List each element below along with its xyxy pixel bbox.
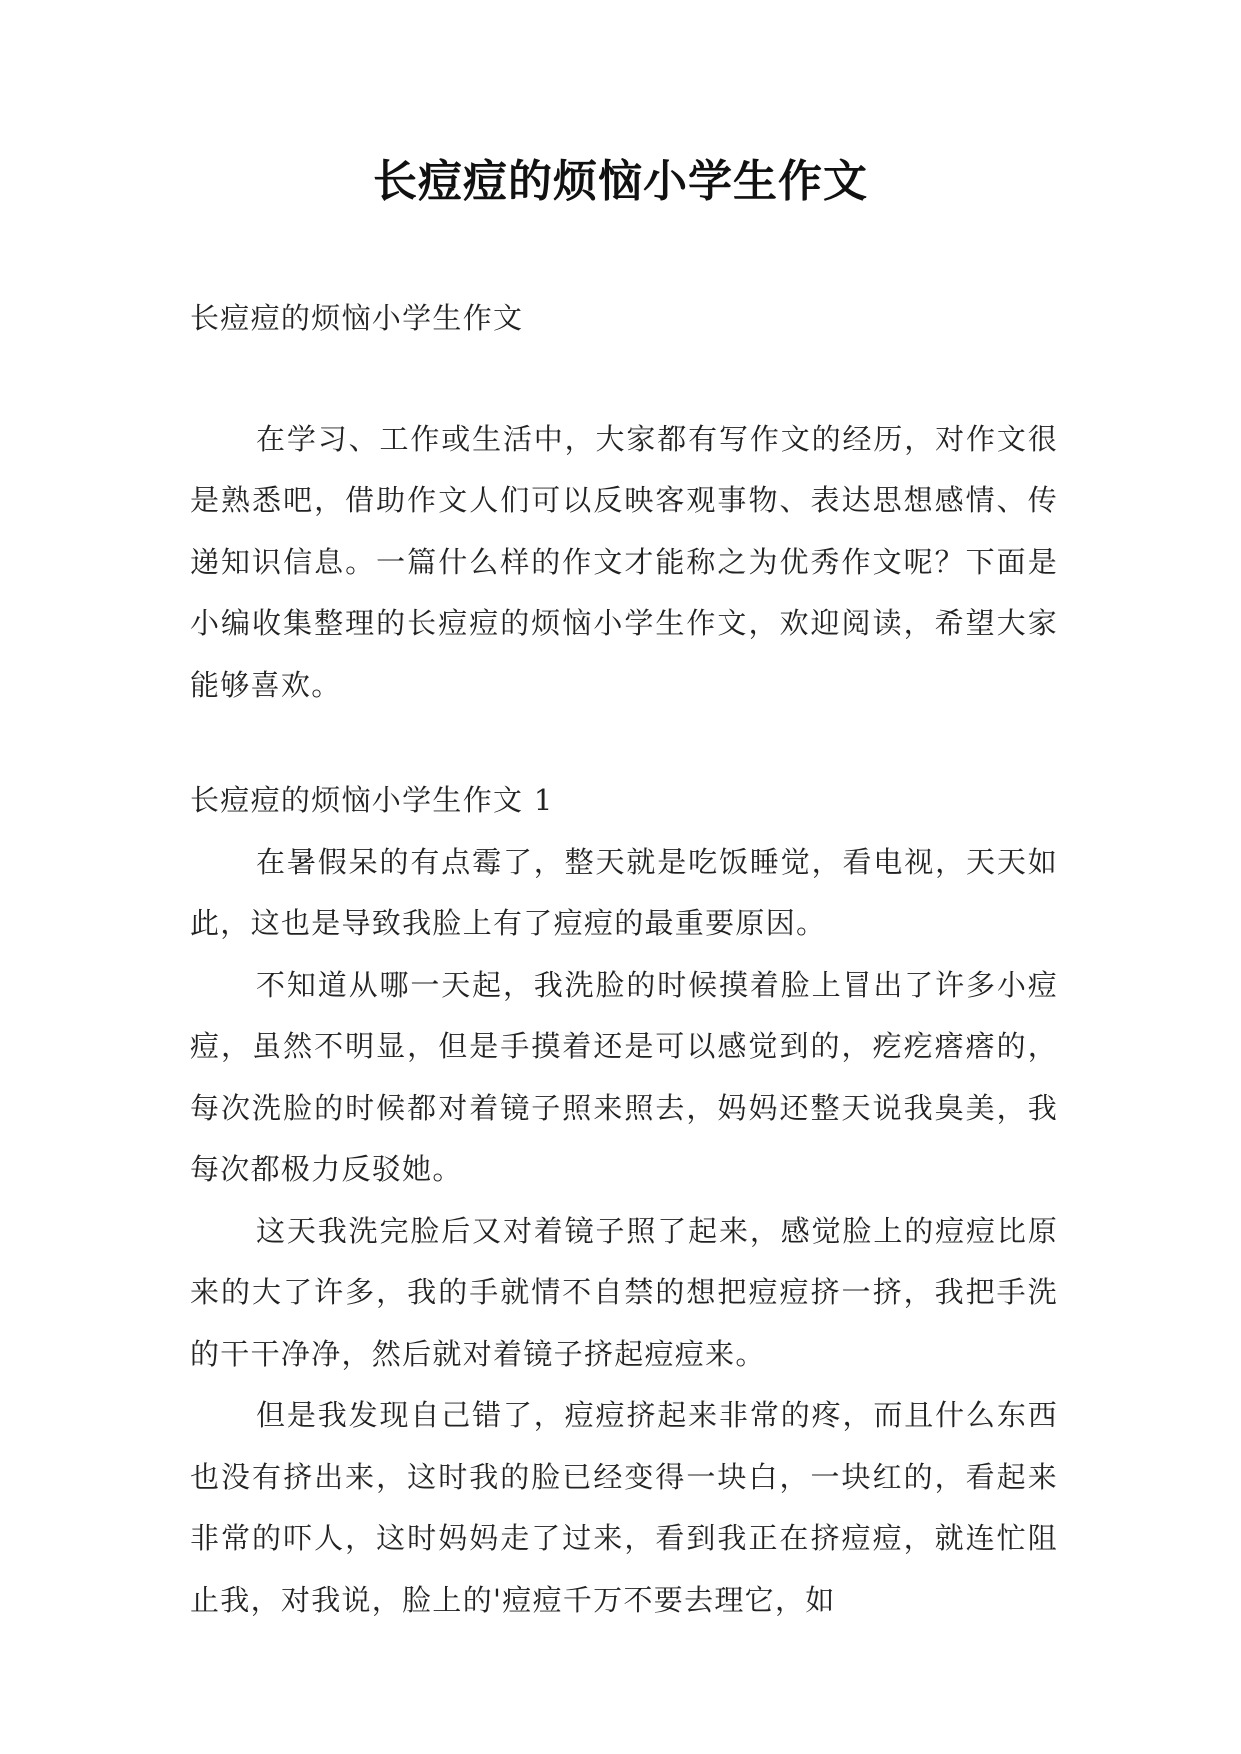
body-paragraph: 但是我发现自己错了，痘痘挤起来非常的疼，而且什么东西也没有挤出来，这时我的脸已经变得一块白，一块红的，看起来非常的吓人，这时妈妈走了过来，看到我正在挤痘痘，就连忙阻止我，对我说，脸上的'痘痘千万不要去理它，如 <box>190 1398 1058 1617</box>
body-paragraph: 不知道从哪一天起，我洗脸的时候摸着脸上冒出了许多小痘痘，虽然不明显，但是手摸着还是可以感觉到的，疙疙瘩瘩的，每次洗脸的时候都对着镜子照来照去，妈妈还整天说我臭美，我每次都极力反驳她。 <box>190 967 1058 1186</box>
document-title: 长痘痘的烦恼小学生作文 <box>373 156 868 207</box>
section-title: 长痘痘的烦恼小学生作文 1 <box>190 783 554 817</box>
body-paragraph: 这天我洗完脸后又对着镜子照了起来，感觉脸上的痘痘比原来的大了许多，我的手就情不自禁的想把痘痘挤一挤，我把手洗的干干净净，然后就对着镜子挤起痘痘来。 <box>190 1213 1058 1371</box>
intro-paragraph: 在学习、工作或生活中，大家都有写作文的经历，对作文很是熟悉吧，借助作文人们可以反映客观事物、表达思想感情、传递知识信息。一篇什么样的作文才能称之为优秀作文呢？下面是小编收集整理的长痘痘的烦恼小学生作文，欢迎阅读，希望大家能够喜欢。 <box>190 421 1058 702</box>
body-paragraph: 在暑假呆的有点霉了，整天就是吃饭睡觉，看电视，天天如此，这也是导致我脸上有了痘痘的最重要原因。 <box>190 844 1058 940</box>
document-subtitle: 长痘痘的烦恼小学生作文 <box>190 301 524 335</box>
document-body <box>190 288 1058 1631</box>
